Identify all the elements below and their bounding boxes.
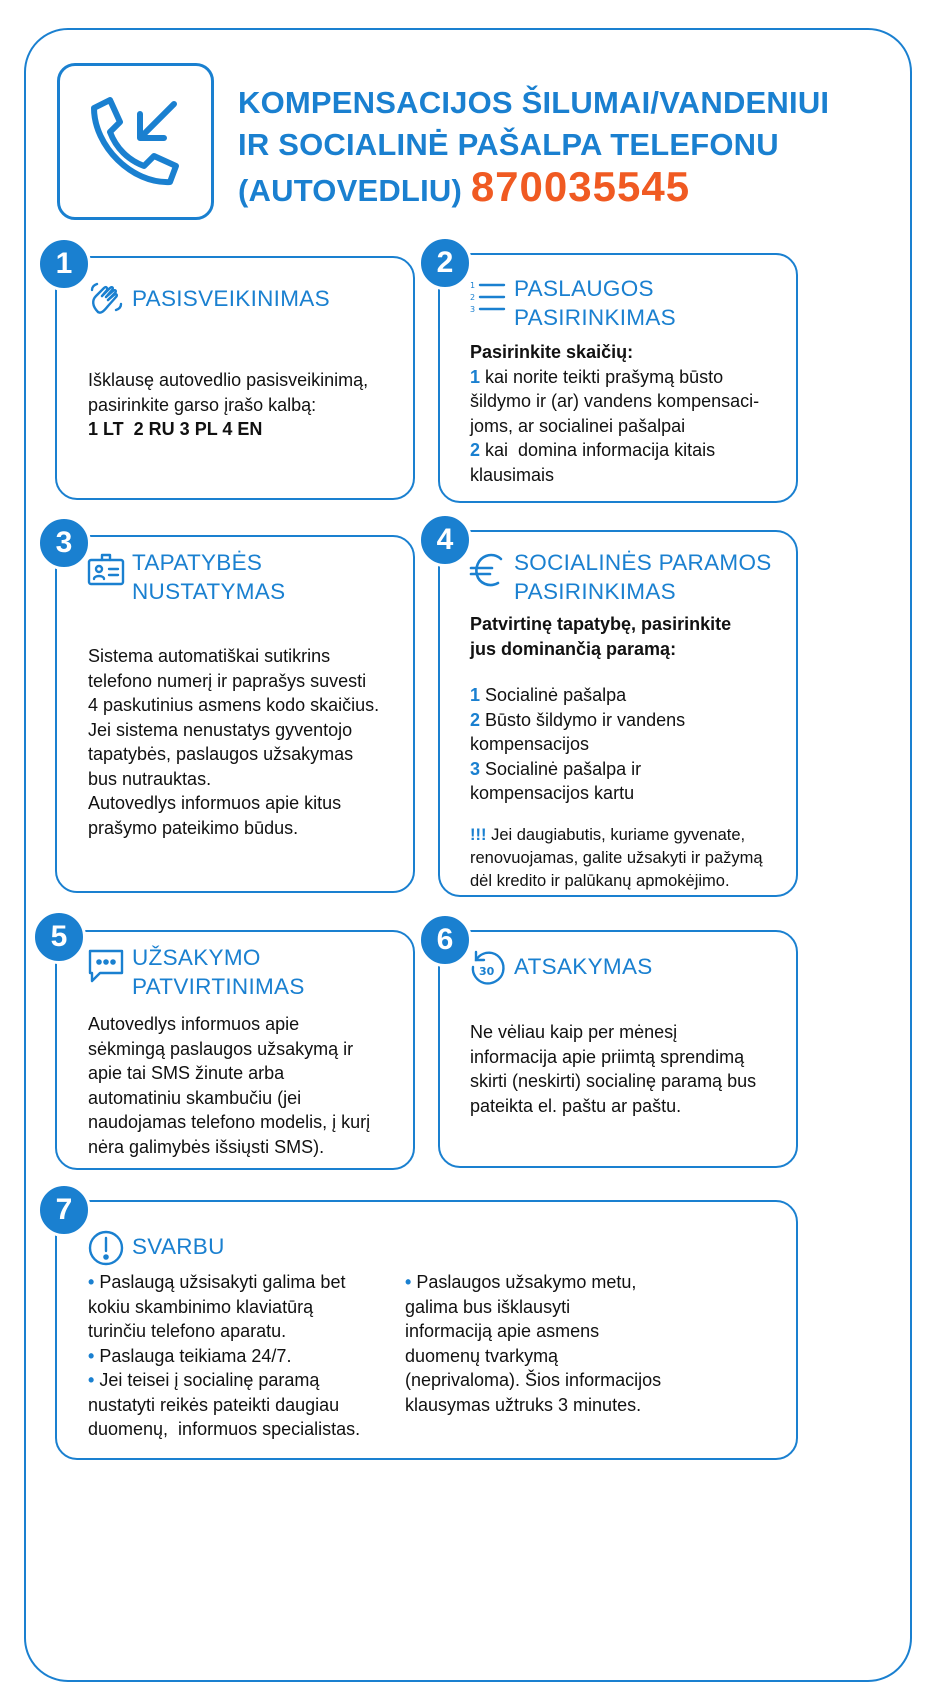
step-header-1: [86, 278, 330, 320]
step-title-7: SVARBU: [132, 1234, 225, 1259]
text-line: pasirinkite garso įrašo kalbą:: [88, 394, 317, 415]
step-badge-7: 7: [37, 1183, 91, 1237]
text-line: duomenų tvarkymą: [405, 1345, 559, 1366]
list-item: • Paslaugos užsakymo metu,: [405, 1272, 637, 1292]
chat-bubble-icon: [86, 945, 126, 985]
step-title-1: PASISVEIKINIMAS: [132, 286, 330, 311]
step-body-1: [88, 368, 368, 442]
language-options: 1 LT 2 RU 3 PL 4 EN: [88, 419, 263, 439]
text-line: nustatyti reikės pateikti daugiau: [88, 1394, 340, 1415]
step-header-3: [86, 548, 285, 606]
step-body-3: [88, 644, 379, 840]
svg-text:3: 3: [470, 305, 476, 314]
text-line: klausimais: [470, 464, 555, 485]
step-title-2: PASLAUGOS PASIRINKIMAS: [514, 276, 676, 330]
text-line: prašymo pateikimo būdus.: [88, 817, 299, 838]
waving-hand-icon: [86, 280, 126, 320]
text-line: joms, ar socialinei pašalpai: [470, 415, 686, 436]
step-title-3: TAPATYBĖS NUSTATYMAS: [132, 550, 286, 604]
text-line: apie tai SMS žinute arba: [88, 1063, 285, 1083]
text-line: duomenų, informuos specialistas.: [88, 1419, 361, 1439]
text-line: Išklausę autovedlio pasisveikinimą,: [88, 370, 369, 390]
step-header-5: [86, 943, 305, 1001]
step-badge-3: 3: [37, 516, 91, 570]
text-line: renovuojamas, galite užsakyti ir pažymą: [470, 848, 763, 867]
text-line: naudojamas telefono modelis, į kurį: [88, 1112, 371, 1132]
step-badge-6: 6: [418, 913, 472, 967]
step-title-5: UŽSAKYMO PATVIRTINIMAS: [132, 945, 305, 999]
svg-text:1: 1: [470, 281, 476, 290]
important-right-column: [405, 1270, 661, 1417]
step-lead-4b: jus dominančią paramą:: [470, 638, 677, 659]
option-2: 2 Būsto šildymo ir vandens: [470, 709, 686, 730]
id-card-icon: [86, 550, 126, 590]
note: !!! Jei daugiabutis, kuriame gyvenate,: [470, 825, 746, 844]
step-badge-5: 5: [32, 910, 86, 964]
text-line: Autovedlys informuos apie kitus: [88, 793, 342, 813]
text-line: 4 paskutinius asmens kodo skaičius.: [88, 695, 380, 715]
30-days-icon: [468, 948, 508, 988]
text-line: dėl kredito ir palūkanų apmokėjimo.: [470, 871, 730, 890]
step-title-6: ATSAKYMAS: [514, 954, 653, 979]
text-line: informacija apie priimtą sprendimą: [470, 1046, 745, 1067]
important-left-column: [88, 1270, 360, 1442]
step-lead-2: Pasirinkite skaičių:: [470, 342, 634, 362]
text-line: skirti (neskirti) socialinę paramą bus: [470, 1071, 757, 1091]
step-badge-4: 4: [418, 513, 472, 567]
text-line: kompensacijos kartu: [470, 783, 635, 803]
text-line: tapatybės, paslaugos užsakymas: [88, 744, 354, 764]
svg-text:2: 2: [470, 293, 476, 302]
step-body-2: [470, 340, 759, 487]
step-lead-4: Patvirtinę tapatybę, pasirinkite: [470, 614, 732, 634]
step-badge-2: 2: [418, 236, 472, 290]
text-line: Ne vėliau kaip per mėnesį: [470, 1022, 678, 1042]
text-line: telefono numerį ir paprašys suvesti: [88, 670, 367, 691]
phone-number[interactable]: 870035545: [470, 163, 691, 210]
step-header-6: [468, 946, 653, 988]
page-title: [238, 82, 898, 212]
list-item: • Paslaugą užsisakyti galima bet: [88, 1272, 346, 1292]
step-body-6: [470, 1020, 756, 1118]
text-line: automatiniu skambučiu (jei: [88, 1087, 302, 1108]
step-header-7: [86, 1226, 225, 1268]
euro-icon: [468, 550, 508, 590]
option-1: 1 kai norite teikti prašymą būsto: [470, 366, 724, 387]
text-line: kokiu skambinimo klaviatūrą: [88, 1296, 314, 1317]
step-badge-1: 1: [37, 237, 91, 291]
text-line: nėra galimybės išsiųsti SMS).: [88, 1136, 325, 1157]
step-title-4: SOCIALINĖS PARAMOS PASIRINKIMAS: [514, 550, 772, 604]
text-line: Sistema automatiškai sutikrins: [88, 646, 331, 666]
list-item: • Jei teisei į socialinę paramą: [88, 1370, 320, 1390]
step-header-2: [468, 274, 676, 332]
option-2: 2 kai domina informacija kitais: [470, 440, 716, 460]
step-header-4: [468, 548, 772, 606]
text-line: klausymas užtruks 3 minutes.: [405, 1394, 642, 1415]
text-line: galima bus išklausyti: [405, 1296, 571, 1317]
option-3: 3 Socialinė pašalpa ir: [470, 758, 642, 779]
text-line: pateikta el. paštu ar paštu.: [470, 1095, 682, 1116]
header-icon-box: [57, 63, 214, 220]
text-line: kompensacijos: [470, 734, 590, 754]
step-body-4: [470, 612, 763, 893]
text-line: Jei sistema nenustatys gyventojo: [88, 719, 353, 740]
text-line: (neprivaloma). Šios informacijos: [405, 1370, 662, 1390]
option-1: 1 Socialinė pašalpa: [470, 685, 627, 705]
incoming-call-icon: [80, 86, 191, 197]
text-line: informaciją apie asmens: [405, 1321, 600, 1341]
title-line-2: IR SOCIALINĖ PAŠALPA TELEFONU: [238, 127, 779, 162]
title-line-1: KOMPENSACIJOS ŠILUMAI/VANDENIUI: [238, 85, 830, 120]
text-line: bus nutrauktas.: [88, 768, 212, 789]
text-line: sėkmingą paslaugos užsakymą ir: [88, 1038, 354, 1059]
title-line-3: (AUTOVEDLIU) 870035545: [238, 163, 691, 210]
numbered-list-icon: [468, 276, 508, 316]
list-item: • Paslauga teikiama 24/7.: [88, 1345, 292, 1366]
step-body-5: [88, 1012, 370, 1159]
exclamation-icon: [86, 1228, 126, 1268]
text-line: šildymo ir (ar) vandens kompensaci-: [470, 391, 760, 411]
svg-text:30: 30: [479, 965, 495, 978]
text-line: turinčiu telefono aparatu.: [88, 1321, 287, 1341]
text-line: Autovedlys informuos apie: [88, 1014, 300, 1034]
